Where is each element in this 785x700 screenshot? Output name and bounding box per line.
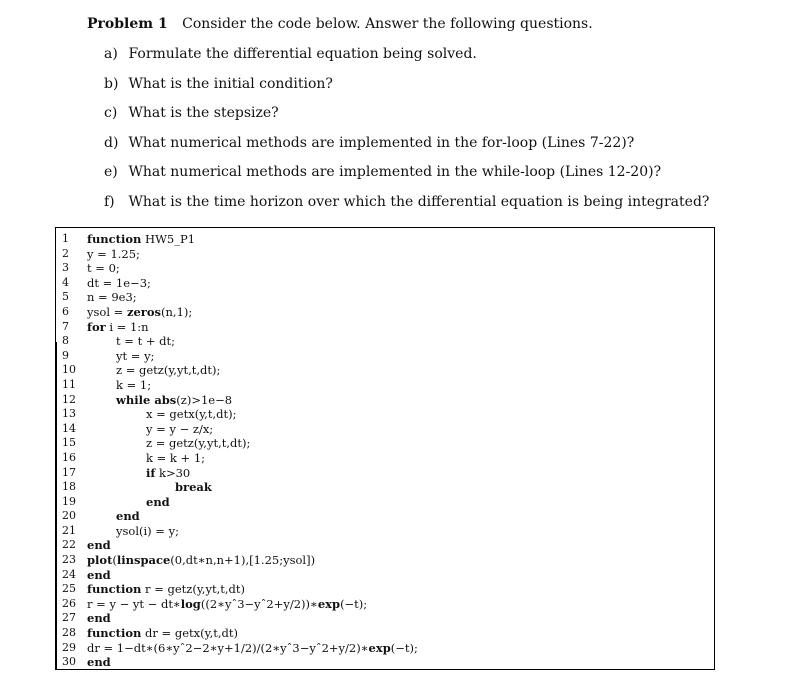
code-line-12 — [56, 393, 714, 408]
keyword: zeros — [126, 304, 162, 319]
code-line-25 — [56, 582, 714, 597]
code-line-26 — [56, 597, 714, 612]
keyword: function — [87, 232, 142, 246]
code-line-22 — [56, 538, 714, 553]
keyword: linspace — [116, 553, 171, 568]
question-text: What numerical methods are implemented in the while-loop (Lines 12-20)? — [128, 164, 662, 181]
code-text: i = 1:n — [105, 319, 149, 334]
code-text: y = y − z/x; — [146, 421, 214, 436]
code-text: (z)>1e−8 — [176, 392, 233, 407]
code-line-20 — [56, 509, 714, 524]
keyword: log — [180, 596, 201, 611]
line-number: 7 — [62, 319, 69, 333]
keyword: exp — [317, 596, 341, 611]
code-line-21 — [56, 524, 714, 539]
line-number: 1 — [62, 232, 69, 245]
line-number: 13 — [62, 407, 76, 421]
line-number: 28 — [62, 626, 76, 640]
line-number: 5 — [62, 290, 69, 304]
keyword: end — [146, 494, 170, 509]
keyword: end — [116, 509, 140, 524]
question-label: d) — [104, 134, 119, 151]
code-line-30 — [56, 655, 714, 670]
code-text: dr = getx(y,t,dt) — [141, 626, 238, 641]
code-text: dt = 1e−3; — [87, 275, 151, 290]
question-label: f) — [104, 193, 115, 210]
question-text: What numerical methods are implemented in the for-loop (Lines 7-22)? — [128, 134, 635, 151]
line-number: 22 — [62, 538, 76, 552]
code-line-23 — [56, 553, 714, 568]
code-text: ((2∗yˆ3−yˆ2+y/2))∗ — [200, 596, 318, 611]
code-line-5 — [56, 290, 714, 305]
code-text: k = 1; — [116, 377, 152, 392]
line-number: 10 — [62, 363, 76, 377]
code-line-7 — [56, 320, 714, 335]
code-text: (n,1); — [161, 304, 193, 319]
code-line-24 — [56, 568, 714, 583]
code-line-9 — [56, 349, 714, 364]
line-number: 29 — [62, 640, 76, 654]
line-number: 21 — [62, 523, 76, 537]
keyword: end — [87, 655, 111, 670]
code-line-28 — [56, 626, 714, 641]
line-number: 20 — [62, 509, 76, 523]
code-text: ysol(i) = y; — [116, 523, 179, 538]
keyword: for — [87, 319, 106, 334]
line-number: 8 — [62, 334, 69, 348]
line-number: 15 — [62, 436, 76, 450]
line-number: 24 — [62, 567, 76, 581]
code-text: y = 1.25; — [87, 246, 140, 261]
problem-number: Problem 1 — [87, 16, 168, 32]
question-a — [104, 46, 709, 76]
code-line-11 — [56, 378, 714, 393]
line-number: 17 — [62, 465, 76, 479]
question-text: What is the time horizon over which the differential equation is being integrated? — [128, 193, 710, 210]
line-number: 2 — [62, 246, 69, 260]
keyword: end — [87, 538, 111, 553]
keyword: function — [87, 582, 142, 597]
line-number: 4 — [62, 275, 69, 289]
code-text: r = getz(y,yt,t,dt) — [141, 582, 245, 597]
code-line-29 — [56, 641, 714, 656]
line-number: 26 — [62, 596, 76, 610]
question-label: e) — [104, 164, 118, 181]
code-line-15 — [56, 436, 714, 451]
question-label: c) — [104, 105, 118, 122]
code-text: (−t); — [340, 596, 368, 611]
code-text: z = getz(y,yt,t,dt); — [116, 363, 221, 378]
question-c — [104, 105, 709, 135]
code-text: yt = y; — [116, 348, 155, 363]
keyword: plot — [87, 553, 113, 568]
line-number: 12 — [62, 392, 76, 406]
code-line-4 — [56, 276, 714, 291]
code-line-6 — [56, 305, 714, 320]
line-number: 6 — [62, 304, 69, 318]
code-text: k = k + 1; — [146, 450, 206, 465]
keyword: break — [175, 480, 212, 495]
code-line-17 — [56, 466, 714, 481]
code-text: r = y − yt − dt∗ — [87, 596, 181, 611]
line-number: 25 — [62, 582, 76, 596]
question-e — [104, 164, 709, 194]
code-text: dr = 1−dt∗(6∗yˆ2−2∗y+1/2)/(2∗yˆ3−yˆ2+y/2)∗ — [87, 640, 369, 655]
code-line-10 — [56, 363, 714, 378]
keyword: while abs — [116, 392, 177, 407]
code-text: x = getx(y,t,dt); — [146, 407, 237, 422]
question-f — [104, 194, 709, 224]
code-text: HW5_P1 — [141, 232, 196, 246]
line-number: 19 — [62, 494, 76, 508]
code-listing — [55, 227, 715, 670]
problem-heading — [87, 16, 593, 32]
problem-prompt: Consider the code below. Answer the following questions. — [182, 16, 593, 32]
line-number: 27 — [62, 611, 76, 625]
question-b — [104, 76, 709, 106]
code-line-19 — [56, 495, 714, 510]
keyword: function — [87, 626, 142, 641]
code-line-18 — [56, 480, 714, 495]
code-text: z = getz(y,yt,t,dt); — [146, 436, 251, 451]
line-number: 23 — [62, 553, 76, 567]
code-text: k>30 — [155, 465, 191, 480]
line-number: 30 — [62, 655, 76, 669]
question-label: b) — [104, 75, 119, 92]
question-d — [104, 135, 709, 165]
keyword: end — [87, 567, 111, 582]
code-line-2 — [56, 247, 714, 262]
line-number: 16 — [62, 450, 76, 464]
question-list — [104, 46, 709, 224]
code-text: (0,dt∗n,n+1),[1.25;ysol]) — [170, 553, 316, 568]
keyword: exp — [368, 640, 391, 655]
code-text: ysol = — [87, 304, 127, 319]
code-line-16 — [56, 451, 714, 466]
question-label: a) — [104, 46, 118, 62]
code-line-13 — [56, 407, 714, 422]
line-number: 14 — [62, 421, 76, 435]
code-line-27 — [56, 611, 714, 626]
keyword: if — [146, 465, 156, 480]
code-line-1 — [56, 232, 714, 247]
keyword: end — [87, 611, 111, 626]
code-line-8 — [56, 334, 714, 349]
line-number: 3 — [62, 261, 69, 275]
code-text: t = 0; — [87, 261, 120, 276]
line-number: 18 — [62, 480, 76, 494]
code-line-14 — [56, 422, 714, 437]
code-text: ( — [112, 553, 117, 568]
code-text: t = t + dt; — [116, 334, 175, 349]
question-text: What is the stepsize? — [128, 105, 279, 122]
line-number: 11 — [62, 377, 76, 391]
code-line-3 — [56, 261, 714, 276]
line-number: 9 — [62, 348, 69, 362]
question-text: Formulate the differential equation being solved. — [128, 46, 477, 62]
code-text: (−t); — [390, 640, 418, 655]
code-text: n = 9e3; — [87, 290, 137, 305]
question-text: What is the initial condition? — [128, 75, 333, 92]
